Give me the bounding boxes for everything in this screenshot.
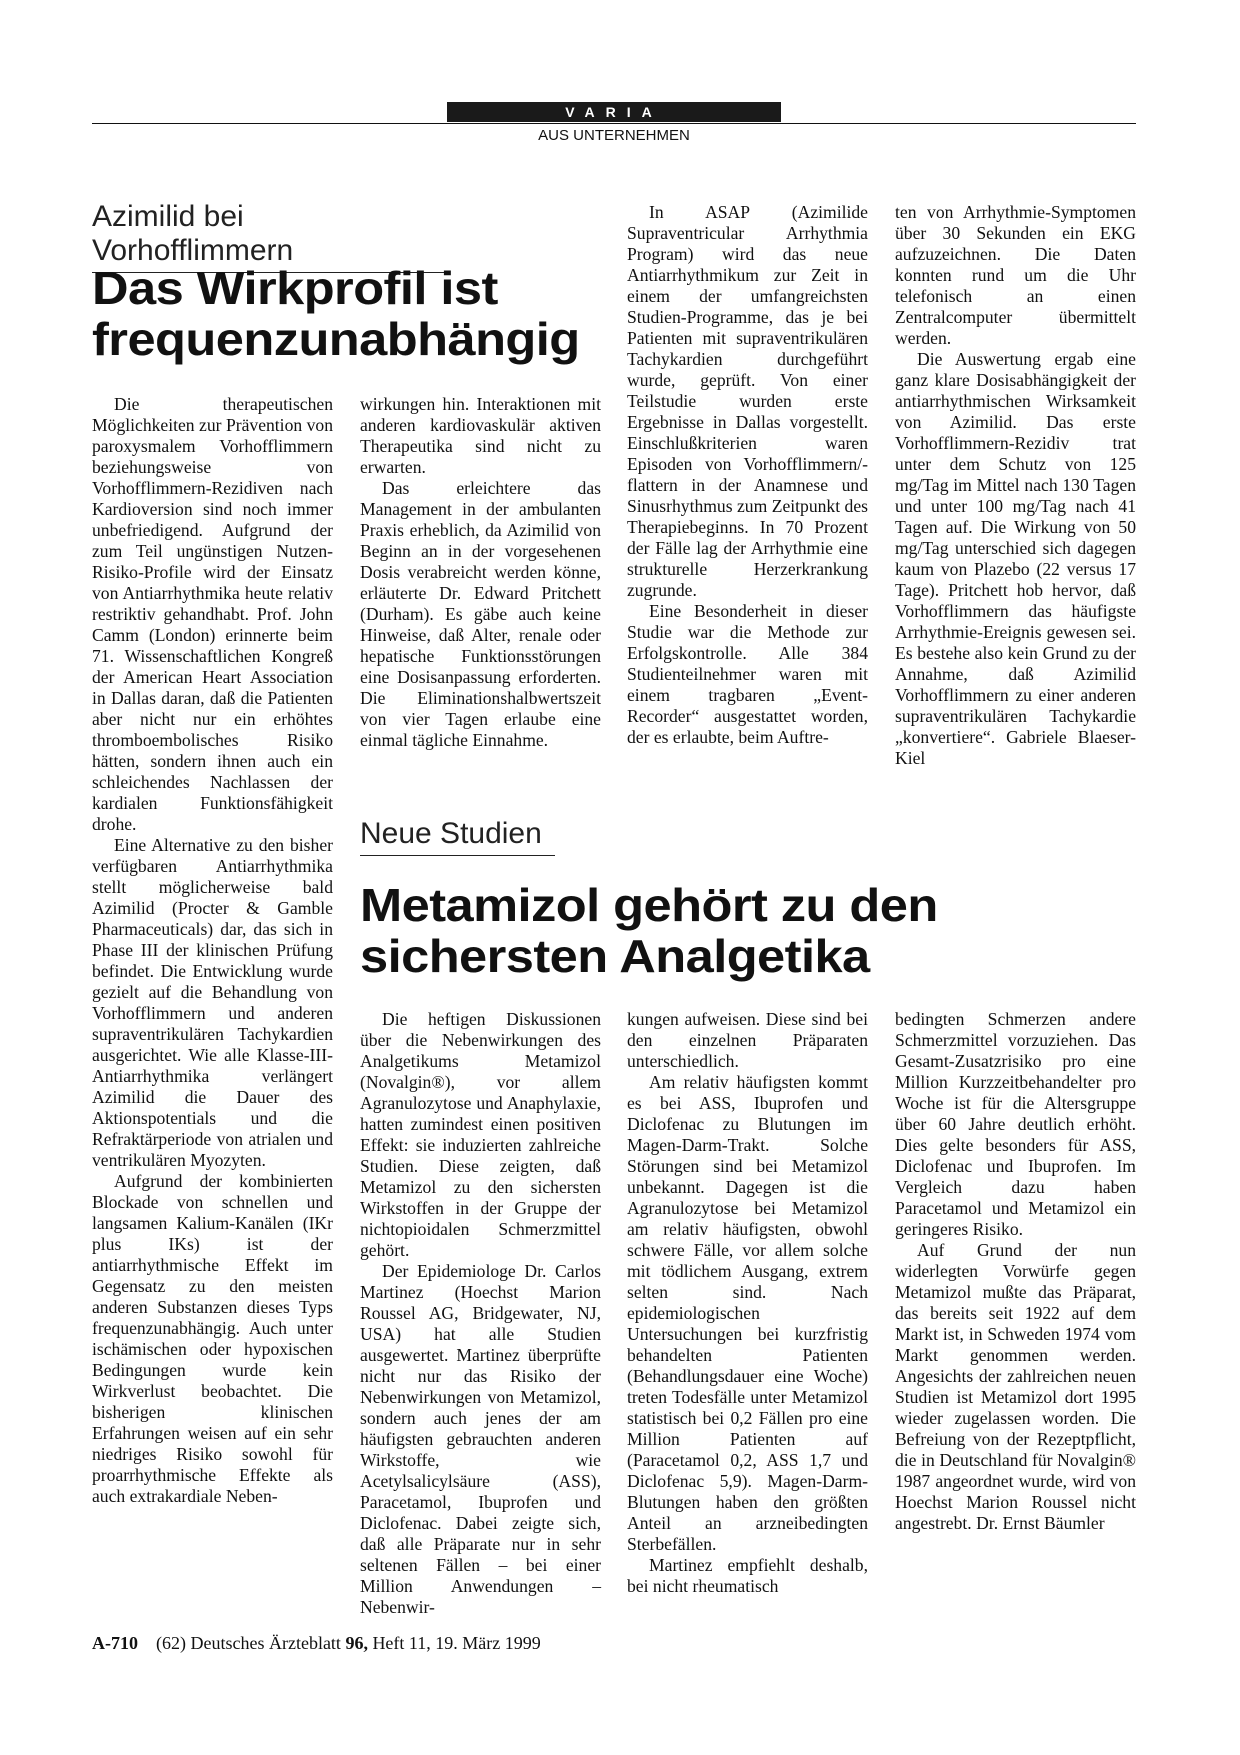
paragraph: wirkungen hin. Interaktionen mit anderen kardiovaskulär aktiven Therapeutika sind nicht zu erwarten. — [360, 394, 601, 477]
publication-volume: 96, — [345, 1633, 368, 1653]
article1-headline — [92, 263, 580, 365]
article2-headline-line2: sichersten Analgetika — [360, 930, 870, 982]
paragraph: Eine Besonderheit in dieser Studie war die Methode zur Erfolgskontrolle. Alle 384 Studienteilnehmer waren mit einem tragbaren „Event-Recorder“ ausgestattet worden, der es erlaubte, beim Auftre- — [627, 601, 868, 747]
paragraph: Das erleichtere das Management in der ambulanten Praxis erheblich, da Azimilid von Beginn an in der vorgesehenen Dosis verabreicht werden könne, erläuterte Dr. Edward Pritchett (Durham). Es gäbe auch keine Hinweise, daß Alter, renale oder hepatische Funktionsstörungen eine Dosisanpassung erforderten. Die Eliminationshalbwertszeit von vier Tagen erlaube eine einmal tägliche Einnahme. — [360, 478, 601, 750]
paragraph: Auf Grund der nun widerlegten Vorwürfe gegen Metamizol mußte das Präparat, das bereits seit 1922 auf dem Markt ist, in Schweden 1974 vom Markt genommen werden. Angesichts der zahlreichen neuen Studien ist Metamizol dort 1995 wieder zugelassen worden. Die Befreiung von der Rezeptpflicht, die in Deutschland für Novalgin® 1987 angeordnet wurde, wird von Hoechst Marion Roussel nicht angestrebt. Dr. Ernst Bäumler — [895, 1240, 1136, 1533]
paragraph: Die Auswertung ergab eine ganz klare Dosisabhängigkeit der antiarrhythmischen Wirksamkeit von Azimilid. Das erste Vorhofflimmern-Rezidiv trat unter dem Schutz von 125 mg/Tag im Mittel nach 130 Tagen und unter 100 mg/Tag nach 41 Tagen auf. Die Wirkung von 50 mg/Tag unterschied sich dagegen kaum von Plazebo (22 versus 17 Tage). Pritchett hob hervor, daß Vorhofflimmern das häufigste Arrhythmie-Ereignis gewesen sei. Es bestehe also kein Grund zu der Annahme, daß Azimilid Vorhofflimmern zu einer anderen supraventrikulären Tachykardie „konvertiere“. Gabriele Blaeser-Kiel — [895, 349, 1136, 768]
article2-headline-line1: Metamizol gehört zu den — [360, 879, 938, 931]
paragraph: bedingten Schmerzen andere Schmerzmittel vorzuziehen. Das Gesamt-Zusatzrisiko pro eine Million Kurzzeitbehandelter pro Woche ist für die Altersgruppe über 60 Jahre deutlich erhöht. Dies gelte besonders für ASS, Diclofenac und Ibuprofen. Im Vergleich dazu haben Paracetamol und Metamizol ein geringeres Risiko. — [895, 1009, 1136, 1239]
paragraph: ten von Arrhythmie-Symptomen über 30 Sekunden ein EKG aufzuzeichnen. Die Daten konnten rund um die Uhr telefonisch an einen Zentralcomputer übermittelt werden. — [895, 202, 1136, 348]
paragraph: Die heftigen Diskussionen über die Nebenwirkungen des Analgetikums Metamizol (Novalgin®), vor allem Agranulozytose und Anaphylaxie, hatten zumindest einen positiven Effekt: sie induzierten zahlreiche Studien. Diese zeigten, daß Metamizol zu den sichersten Wirkstoffen in der Gruppe der nichtopioidalen Schmerzmittel gehört. — [360, 1009, 601, 1260]
article1-headline-line2: frequenzunabhängig — [92, 313, 580, 365]
paragraph: Am relativ häufigsten kommt es bei ASS, Ibuprofen und Diclofenac zu Blutungen im Magen-Darm-Trakt. Solche Störungen sind bei Metamizol unbekannt. Dagegen ist die Agranulozytose bei Metamizol am relativ häufigsten, obwohl schwere Fälle, vor allem solche mit tödlichem Ausgang, extrem selten sind. Nach epidemiologischen Untersuchungen bei kurzfristig behandelten Patienten (Behandlungsdauer eine Woche) treten Todesfälle unter Metamizol statistisch bei 0,2 Fällen pro eine Million Patienten auf (Paracetamol 0,2, ASS 1,7 und Diclofenac 5,9). Magen-Darm-Blutungen haben den größten Anteil an arzneibedingten Sterbefällen. — [627, 1072, 868, 1554]
page-number: A-710 — [92, 1633, 138, 1653]
paragraph: In ASAP (Azimilide Supraventricular Arrhythmia Program) wird das neue Antiarrhythmikum zur Zeit in einem der umfangreichsten Studien-Programme, das je bei Patienten mit supraventrikulären Tachykardien durchgeführt wurde, geprüft. Von einer Teilstudie wurden erste Ergebnisse in Dallas vorgestellt. Einschlußkriterien waren Episoden von Vorhofflimmern/-flattern in der Anamnese und Sinusrhythmus zum Zeitpunkt des Therapiebeginns. In 70 Prozent der Fälle lag der Arrhythmie eine strukturelle Herzerkrankung zugrunde. — [627, 202, 868, 600]
paragraph: Der Epidemiologe Dr. Carlos Martinez (Hoechst Marion Roussel AG, Bridgewater, NJ, USA) hat alle Studien ausgewertet. Martinez überprüfte nicht nur das Risiko der Nebenwirkungen von Metamizol, sondern auch jenes der am häufigsten gebrauchten anderen Wirkstoffe, wie Acetylsalicylsäure (ASS), Paracetamol, Ibuprofen und Diclofenac. Dabei zeigte sich, daß alle Präparate nur in sehr seltenen Fällen – bei einer Million Anwendungen – Nebenwir- — [360, 1261, 601, 1617]
header-rule — [92, 123, 1136, 124]
publication-prefix: (62) Deutsches Ärzteblatt — [156, 1633, 341, 1653]
article2-column-1 — [360, 1009, 601, 1618]
paragraph: Aufgrund der kombinierten Blockade von schnellen und langsamen Kalium-Kanälen (IKr plus IKs) ist der antiarrhythmische Effekt im Gegensatz zu den meisten anderen Substanzen dieses Typs frequenzunabhängig. Auch unter ischämischen oder hypoxischen Bedingungen wurde kein Wirkverlust beobachtet. Die bisherigen klinischen Erfahrungen weisen auf ein sehr niedriges Risiko sowohl für proarrhythmische Effekte als auch extrakardiale Neben- — [92, 1171, 333, 1506]
section-label-varia: VARIA — [565, 104, 663, 120]
article1-column-3 — [627, 202, 868, 748]
article1-column-4 — [895, 202, 1136, 769]
article1-column-2 — [360, 394, 601, 751]
paragraph: Martinez empfiehlt deshalb, bei nicht rheumatisch — [627, 1555, 868, 1596]
paragraph: Eine Alternative zu den bisher verfügbaren Antiarrhythmika stellt möglicherweise bald Azimilid (Procter & Gamble Pharmaceuticals) dar, das sich in Phase III der klinischen Prüfung befindet. Die Entwicklung wurde gezielt auf die Behandlung von Vorhofflimmern und anderen supraventrikulären Tachykardien ausgerichtet. Wie alle Klasse-III-Antiarrhythmika verlängert Azimilid die Dauer des Aktionspotentials und die Refraktärperiode von atrialen und ventrikulären Myozyten. — [92, 835, 333, 1170]
page-footer — [92, 1633, 541, 1654]
publication-issue: Heft 11, 19. März 1999 — [372, 1633, 541, 1653]
article2-column-2 — [627, 1009, 868, 1597]
article2-headline — [360, 880, 938, 982]
article2-column-3 — [895, 1009, 1136, 1534]
article2-kicker: Neue Studien — [360, 817, 555, 856]
article1-kicker: Azimilid bei Vorhofflimmern — [92, 200, 446, 273]
article1-column-1 — [92, 394, 333, 1507]
article1-headline-line1: Das Wirkprofil ist — [92, 262, 498, 314]
paragraph: kungen aufweisen. Diese sind bei den einzelnen Präparaten unterschiedlich. — [627, 1009, 868, 1071]
paragraph: Die therapeutischen Möglichkeiten zur Prävention von paroxysmalem Vorhofflimmern beziehungsweise von Vorhofflimmern-Rezidiven nach Kardioversion sind noch immer unbefriedigend. Aufgrund der zum Teil ungünstigen Nutzen-Risiko-Profile wird der Einsatz von Antiarrhythmika heute relativ restriktiv gehandhabt. Prof. John Camm (London) erinnerte beim 71. Wissenschaftlichen Kongreß der American Heart Association in Dallas daran, daß die Patienten aber nicht nur ein erhöhtes thromboembolisches Risiko hätten, sondern ihnen auch ein schleichendes Nachlassen der kardialen Funktionsfähigkeit drohe. — [92, 394, 333, 834]
section-subtitle: AUS UNTERNEHMEN — [538, 127, 690, 144]
